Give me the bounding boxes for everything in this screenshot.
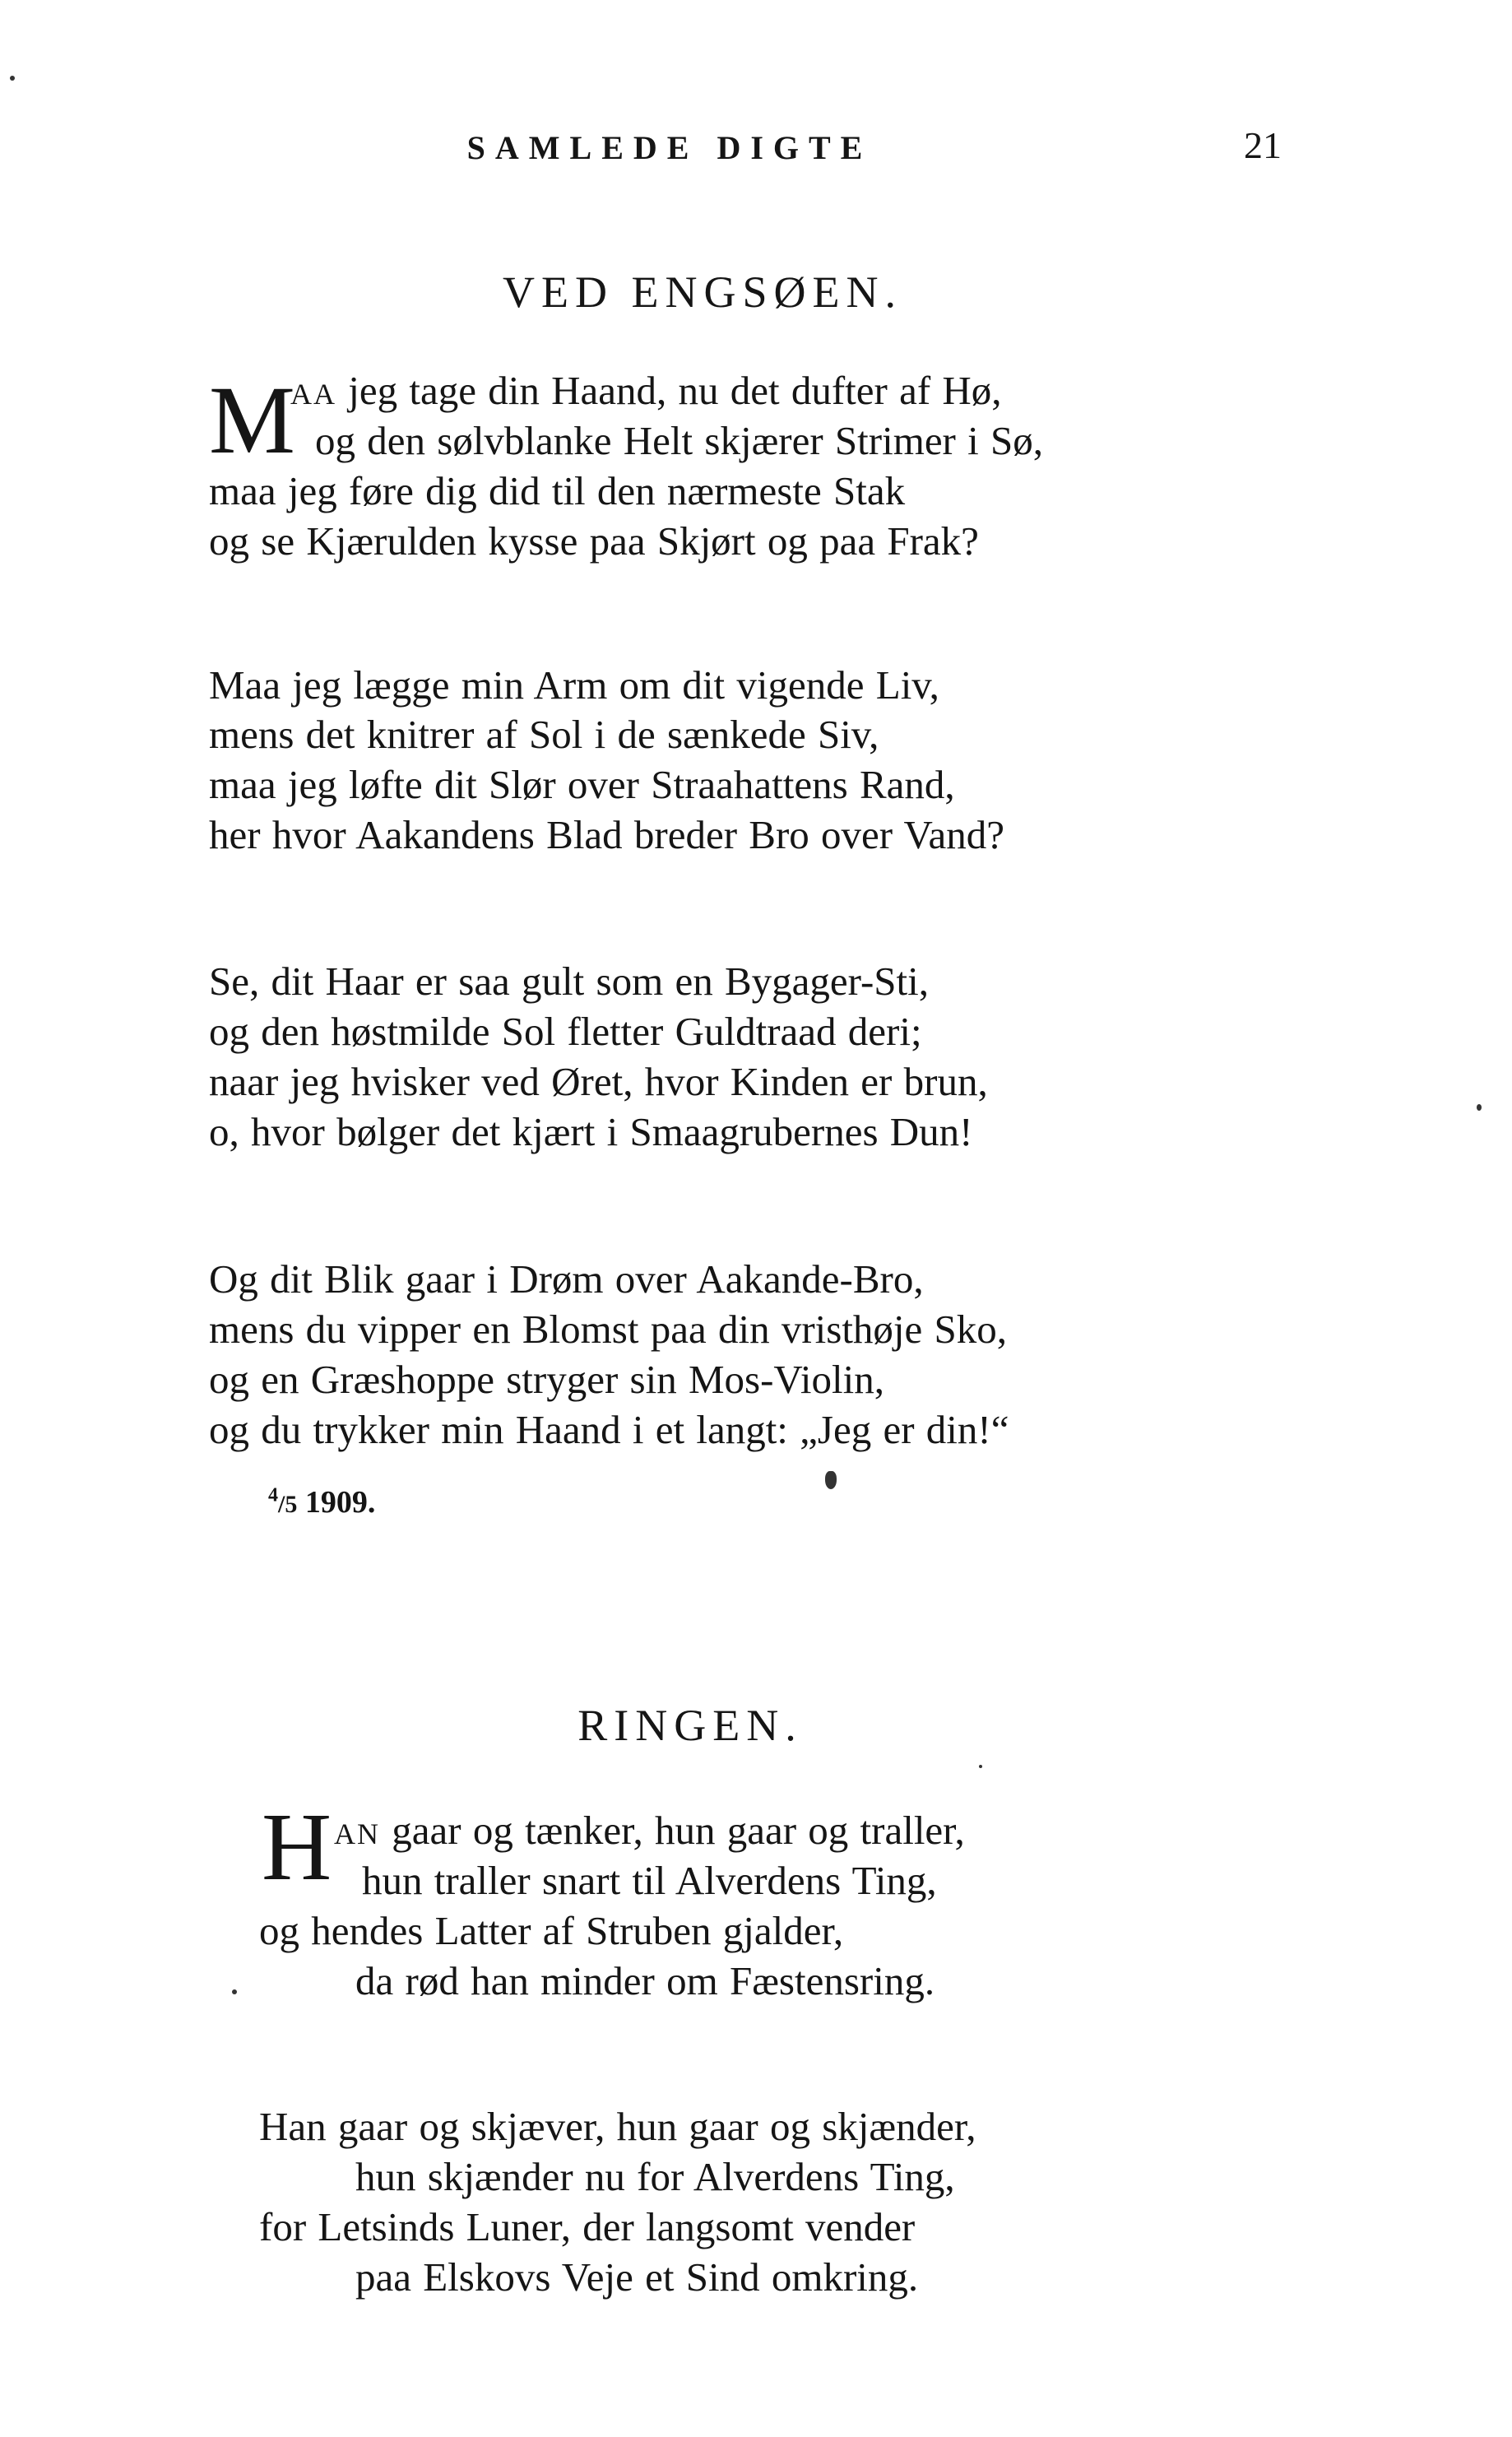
scan-speck bbox=[232, 1989, 237, 1994]
poem-title-ringen: RINGEN. bbox=[577, 1701, 803, 1750]
poem2-line-7: for Letsinds Luner, der langsomt vender bbox=[259, 2204, 916, 2249]
poem1-line-3: maa jeg føre dig did til den nærmeste Stak bbox=[209, 468, 906, 513]
poem1-line-10: og den høstmilde Sol fletter Guldtraad deri; bbox=[209, 1009, 922, 1054]
dropcap-h: H bbox=[262, 1793, 332, 1901]
poem1-line-9: Se, dit Haar er saa gult som en Bygager-Sti, bbox=[209, 959, 930, 1004]
poem2-line-5: Han gaar og skjæver, hun gaar og skjænder, bbox=[259, 2104, 976, 2149]
ink-blot bbox=[825, 1471, 837, 1489]
poem1-line-6: mens det knitrer af Sol i de sænkede Siv, bbox=[209, 712, 879, 757]
poem1-line-13: Og dit Blik gaar i Drøm over Aakande-Bro, bbox=[209, 1256, 924, 1302]
poem1-line-2: og den sølvblanke Helt skjærer Strimer i Sø, bbox=[315, 418, 1043, 463]
poem2-line-2: hun traller snart til Alverdens Ting, bbox=[362, 1858, 937, 1903]
poem2-line-4: da rød han minder om Fæstensring. bbox=[355, 1958, 935, 2003]
poem-title-ved-engsoen: VED ENGSØEN. bbox=[503, 267, 902, 317]
poem1-line-15: og en Græshoppe stryger sin Mos-Violin, bbox=[209, 1357, 884, 1402]
poem1-line-7: maa jeg løfte dit Slør over Straahattens Rand, bbox=[209, 762, 955, 807]
poem2-line-8: paa Elskovs Veje et Sind omkring. bbox=[355, 2254, 919, 2300]
scan-speck bbox=[10, 76, 15, 81]
poem2-line-1 bbox=[334, 1808, 965, 1853]
poem1-line-1 bbox=[290, 370, 1002, 411]
date-denominator: 5 bbox=[285, 1491, 298, 1518]
smallcaps-aa: AA bbox=[290, 378, 336, 411]
poem1-line-16: og du trykker min Haand i et langt: „Jeg er din!“ bbox=[209, 1407, 1009, 1452]
scan-speck bbox=[979, 1765, 982, 1768]
page-number: 21 bbox=[1244, 124, 1282, 166]
poem2-line-6: hun skjænder nu for Alverdens Ting, bbox=[355, 2154, 955, 2199]
poem1-line-5: Maa jeg lægge min Arm om dit vigende Liv, bbox=[209, 662, 939, 708]
poem1-line-12: o, hvor bølger det kjært i Smaagrubernes Dun! bbox=[209, 1109, 973, 1154]
date-separator: / bbox=[278, 1491, 285, 1518]
running-head: SAMLEDE DIGTE bbox=[466, 129, 873, 166]
scan-speck bbox=[1477, 1104, 1482, 1111]
poem1-line-11: naar jeg hvisker ved Øret, hvor Kinden er brun, bbox=[209, 1059, 988, 1104]
poem1-line-1-text: jeg tage din Haand, nu det dufter af Hø, bbox=[336, 368, 1002, 413]
poem1-line-4: og se Kjærulden kysse paa Skjørt og paa Frak? bbox=[209, 518, 979, 564]
smallcaps-an: AN bbox=[334, 1817, 380, 1850]
poem2-line-1-text: gaar og tænker, hun gaar og traller, bbox=[380, 1808, 965, 1853]
date-year: 1909. bbox=[304, 1485, 376, 1520]
poem2-line-3: og hendes Latter af Struben gjalder, bbox=[259, 1908, 844, 1953]
poem1-line-14: mens du vipper en Blomst paa din vristhøje Sko, bbox=[209, 1307, 1008, 1352]
poem1-date bbox=[268, 1484, 375, 1520]
poem1-line-8: her hvor Aakandens Blad breder Bro over Vand? bbox=[209, 812, 1004, 857]
dropcap-m: M bbox=[209, 366, 295, 474]
date-numerator: 4 bbox=[268, 1484, 278, 1506]
